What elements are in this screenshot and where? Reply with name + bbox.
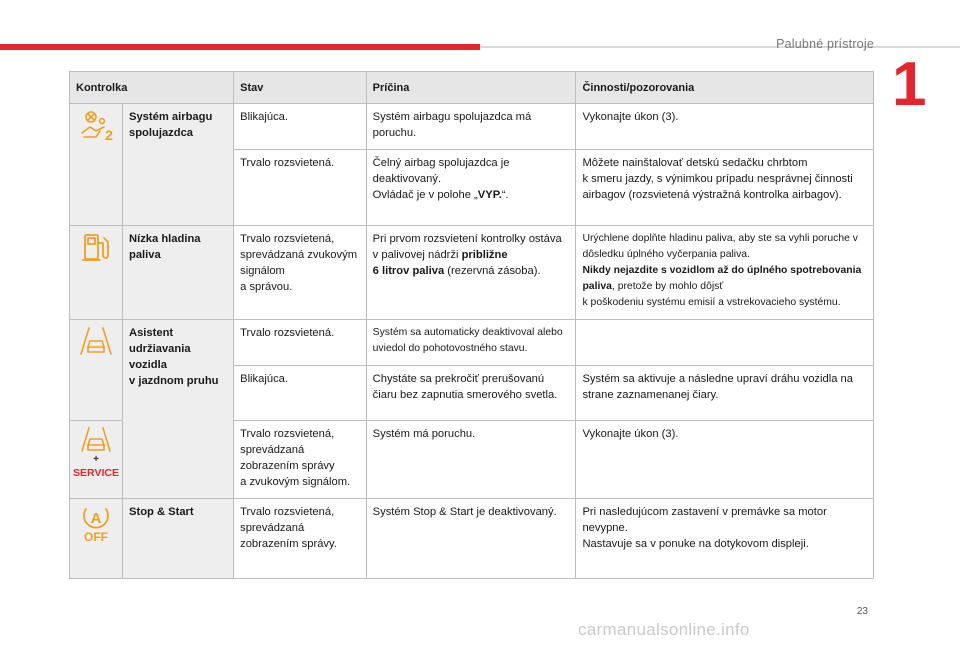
icon-cell — [70, 226, 123, 320]
icon-off-label: OFF — [84, 530, 108, 544]
lane-keeping-icon — [76, 325, 116, 357]
fuel-reserve-amount: približne 6 litrov paliva — [372, 249, 508, 277]
airbag-off-icon — [76, 109, 116, 143]
state-cell: Trvalo rozsvietená, sprevádzaná zobrazením správy a zvukovým signálom. — [234, 421, 367, 499]
cause-text: (rezervná zásoba). — [444, 265, 541, 277]
cause-text: “. — [501, 189, 509, 201]
cause-cell: Systém Stop & Start je deaktivovaný. — [366, 499, 576, 579]
light-name: Nízka hladina paliva — [123, 226, 234, 320]
fuel-pump-icon — [76, 231, 116, 265]
watermark: carmanualsonline.info — [578, 620, 750, 639]
light-name: Asistent udržiavania vozidla v jazdnom pruhu — [123, 320, 234, 499]
switch-position-off: VYP. — [477, 189, 502, 201]
state-cell: Blikajúca. — [234, 104, 367, 150]
action-cell: Môžete nainštalovať detskú sedačku chrbtom k smeru jazdy, s výnimkou prípadu nesprávnej činnosti airbagov (rozsvietená výstražná kontrolka airbagov). — [576, 150, 874, 226]
column-header: Príčina — [366, 72, 576, 104]
column-header: Kontrolka — [70, 72, 234, 104]
action-text: , pretože by mohlo dôjsť k poškodeniu systému emisií a vstrekovacieho systému. — [582, 281, 841, 308]
icon-cell — [70, 421, 123, 499]
table-row — [70, 499, 874, 579]
warning-lights-table — [69, 71, 874, 579]
table-row — [70, 104, 874, 150]
icon-letter: A — [90, 510, 102, 527]
icon-service-label: SERVICE — [73, 467, 119, 479]
cause-cell: Systém airbagu spolujazdca má poruchu. — [366, 104, 576, 150]
page-number: 23 — [856, 606, 868, 617]
state-cell: Trvalo rozsvietená, sprevádzaná zvukovým signálom a správou. — [234, 226, 367, 320]
stop-start-off-icon — [76, 504, 116, 542]
state-cell: Blikajúca. — [234, 366, 367, 421]
cause-text: Pri prvom rozsvietení kontrolky ostáva v palivovej nádrži — [372, 233, 562, 261]
action-cell — [576, 226, 874, 320]
state-cell: Trvalo rozsvietená, sprevádzaná zobrazením správy. — [234, 499, 367, 579]
column-header: Činnosti/pozorovania — [576, 72, 874, 104]
icon-cell — [70, 320, 123, 421]
chapter-number: 1 — [892, 50, 927, 119]
action-cell: Vykonajte úkon (3). — [576, 104, 874, 150]
cause-cell: Systém má poruchu. — [366, 421, 576, 499]
action-cell: Vykonajte úkon (3). — [576, 421, 874, 499]
action-cell: Systém sa aktivuje a následne upraví dráhu vozidla na strane zaznamenanej čiary. — [576, 366, 874, 421]
table-row — [70, 320, 874, 366]
icon-cell — [70, 499, 123, 579]
icon-plus-sign: + — [93, 454, 99, 465]
action-text: Urýchlene doplňte hladinu paliva, aby ste sa vyhli poruche v dôsledku úplného vyčerpania paliva. — [582, 233, 858, 260]
cause-text: Čelný airbag spolujazdca je deaktivovaný. — [372, 157, 510, 185]
action-cell: Pri nasledujúcom zastavení v premávke sa motor nevypne. Nastavuje sa v ponuke na dotykovom displeji. — [576, 499, 874, 579]
svg-text:2: 2 — [105, 127, 113, 143]
header-red-bar — [0, 44, 480, 50]
state-cell: Trvalo rozsvietená. — [234, 320, 367, 366]
cause-cell — [366, 150, 576, 226]
table-row — [70, 226, 874, 320]
light-name: Stop & Start — [123, 499, 234, 579]
action-warning: Nikdy nejazdite s vozidlom až do úplného spotrebovania paliva — [582, 265, 862, 292]
column-header: Stav — [234, 72, 367, 104]
action-cell — [576, 320, 874, 366]
lane-keeping-service-icon — [73, 426, 119, 480]
icon-cell — [70, 104, 123, 226]
section-title: Palubné prístroje — [776, 37, 874, 51]
header-grey-line — [480, 46, 960, 48]
cause-cell: Chystáte sa prekročiť prerušovanú čiaru bez zapnutia smerového svetla. — [366, 366, 576, 421]
cause-cell — [366, 226, 576, 320]
light-name: Systém airbagu spolujazdca — [123, 104, 234, 226]
state-cell: Trvalo rozsvietená. — [234, 150, 367, 226]
table-header-row — [70, 72, 874, 104]
cause-text: Ovládač je v polohe „ — [372, 189, 478, 201]
cause-cell: Systém sa automaticky deaktivoval alebo uviedol do pohotovostného stavu. — [366, 320, 576, 366]
